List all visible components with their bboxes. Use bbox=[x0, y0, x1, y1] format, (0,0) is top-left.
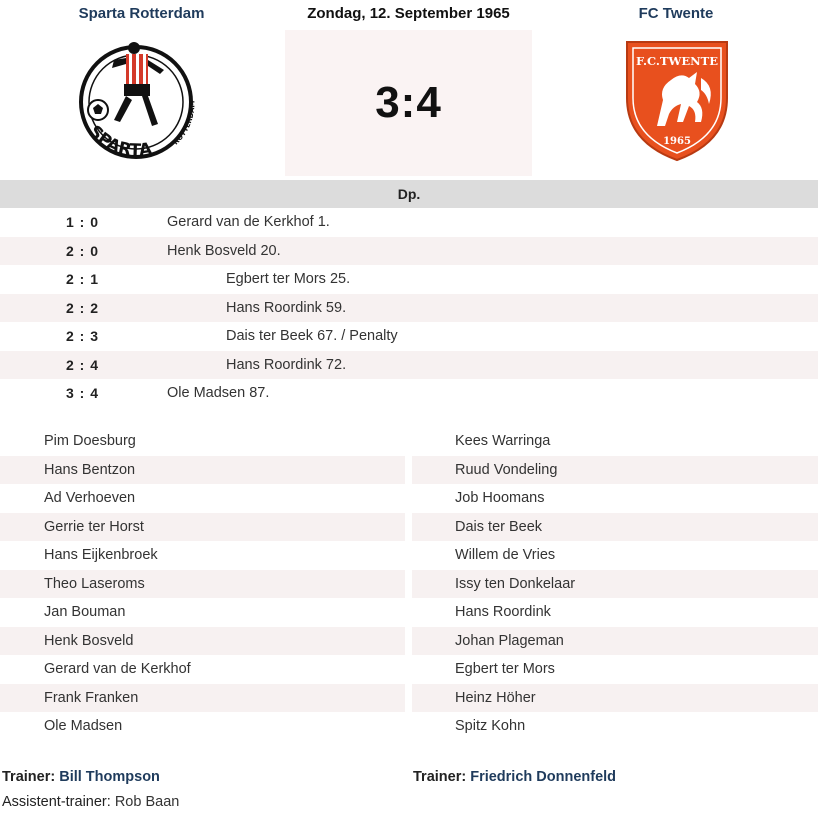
twente-logo-year: 1965 bbox=[663, 136, 691, 147]
trainer-label: Trainer: bbox=[2, 769, 56, 785]
lineup-row bbox=[0, 712, 818, 741]
away-player[interactable]: Kees Warringa bbox=[455, 433, 551, 450]
home-trainer bbox=[2, 769, 160, 785]
away-player[interactable]: Spitz Kohn bbox=[455, 718, 526, 735]
lineup-row bbox=[0, 655, 818, 684]
goal-scorer[interactable]: Egbert ter Mors 25. bbox=[226, 271, 351, 288]
away-player[interactable]: Egbert ter Mors bbox=[455, 661, 555, 678]
home-player[interactable]: Frank Franken bbox=[0, 684, 405, 713]
goal-row bbox=[0, 322, 818, 351]
lineup-row bbox=[0, 513, 818, 542]
lineup-row bbox=[0, 484, 818, 513]
away-team-name[interactable]: FC Twente bbox=[638, 5, 714, 22]
goal-row bbox=[0, 265, 818, 294]
final-score: 3:4 bbox=[375, 78, 442, 127]
goal-scorer[interactable]: Ole Madsen 87. bbox=[167, 385, 270, 402]
trainer-label: Trainer: bbox=[413, 769, 467, 785]
away-player[interactable]: Johan Plageman bbox=[412, 627, 818, 656]
goal-score: 2 : 4 bbox=[66, 356, 100, 373]
sparta-logo-text: SPARTA bbox=[84, 121, 154, 161]
home-player[interactable]: Hans Bentzon bbox=[0, 456, 405, 485]
assistant-label: Assistent-trainer: bbox=[2, 794, 111, 810]
lineup-row bbox=[0, 541, 818, 570]
goal-score: 2 : 3 bbox=[66, 328, 100, 345]
goal-row bbox=[0, 294, 818, 323]
home-player[interactable]: Pim Doesburg bbox=[44, 433, 136, 450]
home-player[interactable]: Theo Laseroms bbox=[0, 570, 405, 599]
home-player[interactable]: Gerrie ter Horst bbox=[0, 513, 405, 542]
away-player[interactable]: Hans Roordink bbox=[455, 604, 551, 621]
goal-scorer[interactable]: Hans Roordink 59. bbox=[226, 299, 347, 316]
home-trainer-name[interactable]: Bill Thompson bbox=[59, 769, 160, 785]
lineup-row bbox=[0, 570, 818, 599]
home-team-name[interactable]: Sparta Rotterdam bbox=[78, 5, 205, 22]
goal-row bbox=[0, 351, 818, 380]
score-box bbox=[285, 30, 532, 176]
match-date: Zondag, 12. September 1965 bbox=[307, 5, 510, 22]
sparta-logo-icon[interactable] bbox=[76, 40, 206, 165]
away-player[interactable]: Issy ten Donkelaar bbox=[412, 570, 818, 599]
away-trainer-name[interactable]: Friedrich Donnenfeld bbox=[470, 769, 617, 785]
home-player[interactable]: Hans Eijkenbroek bbox=[44, 547, 158, 564]
away-player[interactable]: Willem de Vries bbox=[455, 547, 556, 564]
goal-score: 2 : 1 bbox=[66, 271, 100, 288]
away-player[interactable]: Dais ter Beek bbox=[412, 513, 818, 542]
twente-logo-text: F.C.TWENTE bbox=[635, 54, 719, 68]
away-player[interactable]: Heinz Höher bbox=[412, 684, 818, 713]
goal-scorer[interactable]: Hans Roordink 72. bbox=[226, 356, 347, 373]
goal-row bbox=[0, 379, 818, 408]
lineup-row bbox=[0, 598, 818, 627]
goal-scorer[interactable]: Dais ter Beek 67. / Penalty bbox=[226, 328, 398, 345]
lineup-row bbox=[0, 684, 818, 713]
goal-row bbox=[0, 208, 818, 237]
away-trainer bbox=[413, 769, 616, 785]
rotterdam-logo-text: ROTTERDAM bbox=[171, 100, 197, 147]
goal-score: 1 : 0 bbox=[66, 214, 100, 231]
home-player[interactable]: Henk Bosveld bbox=[0, 627, 405, 656]
home-assistant-trainer bbox=[2, 794, 179, 810]
away-player[interactable]: Ruud Vondeling bbox=[412, 456, 818, 485]
goal-scorer[interactable]: Henk Bosveld 20. bbox=[167, 242, 281, 259]
home-player[interactable]: Gerard van de Kerkhof bbox=[44, 661, 191, 678]
lineup-row bbox=[0, 456, 818, 485]
goal-scorer[interactable]: Gerard van de Kerkhof 1. bbox=[167, 214, 330, 231]
goal-score: 3 : 4 bbox=[66, 385, 100, 402]
home-player[interactable]: Ad Verhoeven bbox=[44, 490, 136, 507]
home-player[interactable]: Ole Madsen bbox=[44, 718, 123, 735]
section-label: Dp. bbox=[397, 186, 421, 202]
lineup-row bbox=[0, 427, 818, 456]
home-assistant-name[interactable]: Rob Baan bbox=[114, 794, 180, 810]
home-player[interactable]: Jan Bouman bbox=[44, 604, 126, 621]
goal-score: 2 : 2 bbox=[66, 299, 100, 316]
section-header bbox=[0, 180, 818, 208]
goal-row bbox=[0, 237, 818, 266]
lineup-row bbox=[0, 627, 818, 656]
goal-score: 2 : 0 bbox=[66, 242, 100, 259]
fc-twente-logo-icon[interactable] bbox=[623, 38, 731, 164]
away-player[interactable]: Job Hoomans bbox=[455, 490, 545, 507]
